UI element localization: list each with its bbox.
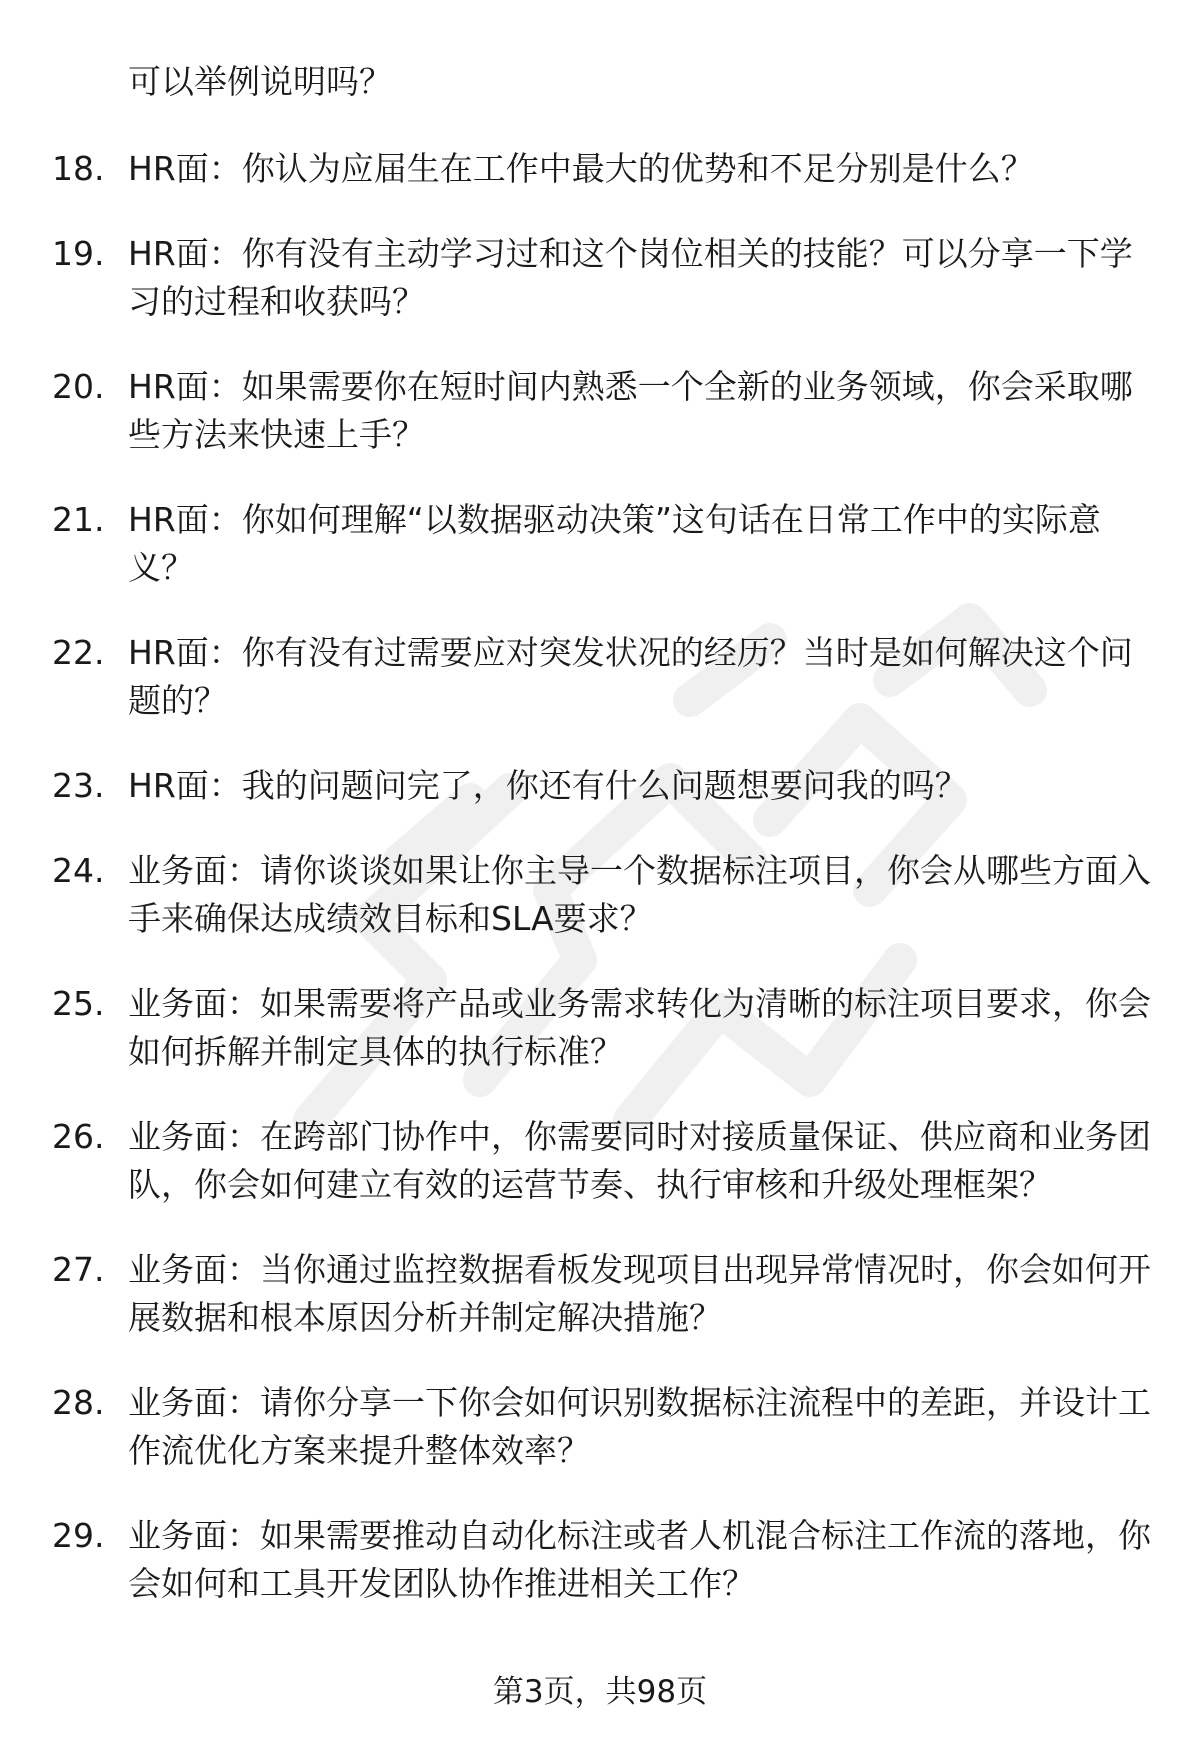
list-item (0, 1512, 1200, 1608)
list-item (0, 230, 1200, 326)
list-item (0, 1113, 1200, 1209)
question-text: HR面：我的问题问完了，你还有什么问题想要问我的吗？ (128, 766, 968, 805)
question-text: 业务面：请你分享一下你会如何识别数据标注流程中的差距，并设计工作流优化方案来提升整体效率？ (128, 1383, 1151, 1470)
question-text: 业务面：在跨部门协作中，你需要同时对接质量保证、供应商和业务团队，你会如何建立有效的运营节奏、执行审核和升级处理框架？ (128, 1117, 1151, 1204)
question-text: 业务面：如果需要将产品或业务需求转化为清晰的标注项目要求，你会如何拆解并制定具体的执行标准？ (128, 984, 1151, 1071)
question-number: 24. (52, 851, 105, 890)
question-text: HR面：你有没有过需要应对突发状况的经历？当时是如何解决这个问题的？ (128, 633, 1133, 720)
question-number: 28. (52, 1383, 105, 1422)
list-item (0, 496, 1200, 592)
list-item (0, 1379, 1200, 1475)
question-text: HR面：你认为应届生在工作中最大的优势和不足分别是什么？ (128, 149, 1034, 188)
list-item (0, 980, 1200, 1076)
question-text: HR面：你有没有主动学习过和这个岗位相关的技能？可以分享一下学习的过程和收获吗？ (128, 234, 1133, 321)
list-item (0, 145, 1200, 193)
question-number: 21. (52, 500, 105, 539)
question-number: 26. (52, 1117, 105, 1156)
list-item (0, 762, 1200, 810)
question-number: 19. (52, 234, 105, 273)
question-text: HR面：如果需要你在短时间内熟悉一个全新的业务领域，你会采取哪些方法来快速上手？ (128, 367, 1133, 454)
question-text: 业务面：请你谈谈如果让你主导一个数据标注项目，你会从哪些方面入手来确保达成绩效目标和SLA要求？ (128, 851, 1151, 938)
question-text: HR面：你如何理解“以数据驱动决策”这句话在日常工作中的实际意义？ (128, 500, 1101, 587)
question-number: 25. (52, 984, 105, 1023)
question-text: 业务面：如果需要推动自动化标注或者人机混合标注工作流的落地，你会如何和工具开发团队协作推进相关工作？ (128, 1516, 1151, 1603)
list-item (0, 629, 1200, 725)
question-number: 20. (52, 367, 105, 406)
question-number: 18. (52, 149, 105, 188)
question-list (0, 145, 1200, 1645)
page-number-footer: 第3页，共98页 (492, 1674, 708, 1710)
list-item (0, 847, 1200, 943)
question-text: 业务面：当你通过监控数据看板发现项目出现异常情况时，你会如何开展数据和根本原因分析并制定解决措施？ (128, 1250, 1151, 1337)
question-number: 27. (52, 1250, 105, 1289)
list-item (0, 1246, 1200, 1342)
question-number: 29. (52, 1516, 105, 1555)
continued-question-text: 可以举例说明吗？ (128, 62, 392, 101)
question-number: 22. (52, 633, 105, 672)
question-number: 23. (52, 766, 105, 805)
list-item (0, 363, 1200, 459)
